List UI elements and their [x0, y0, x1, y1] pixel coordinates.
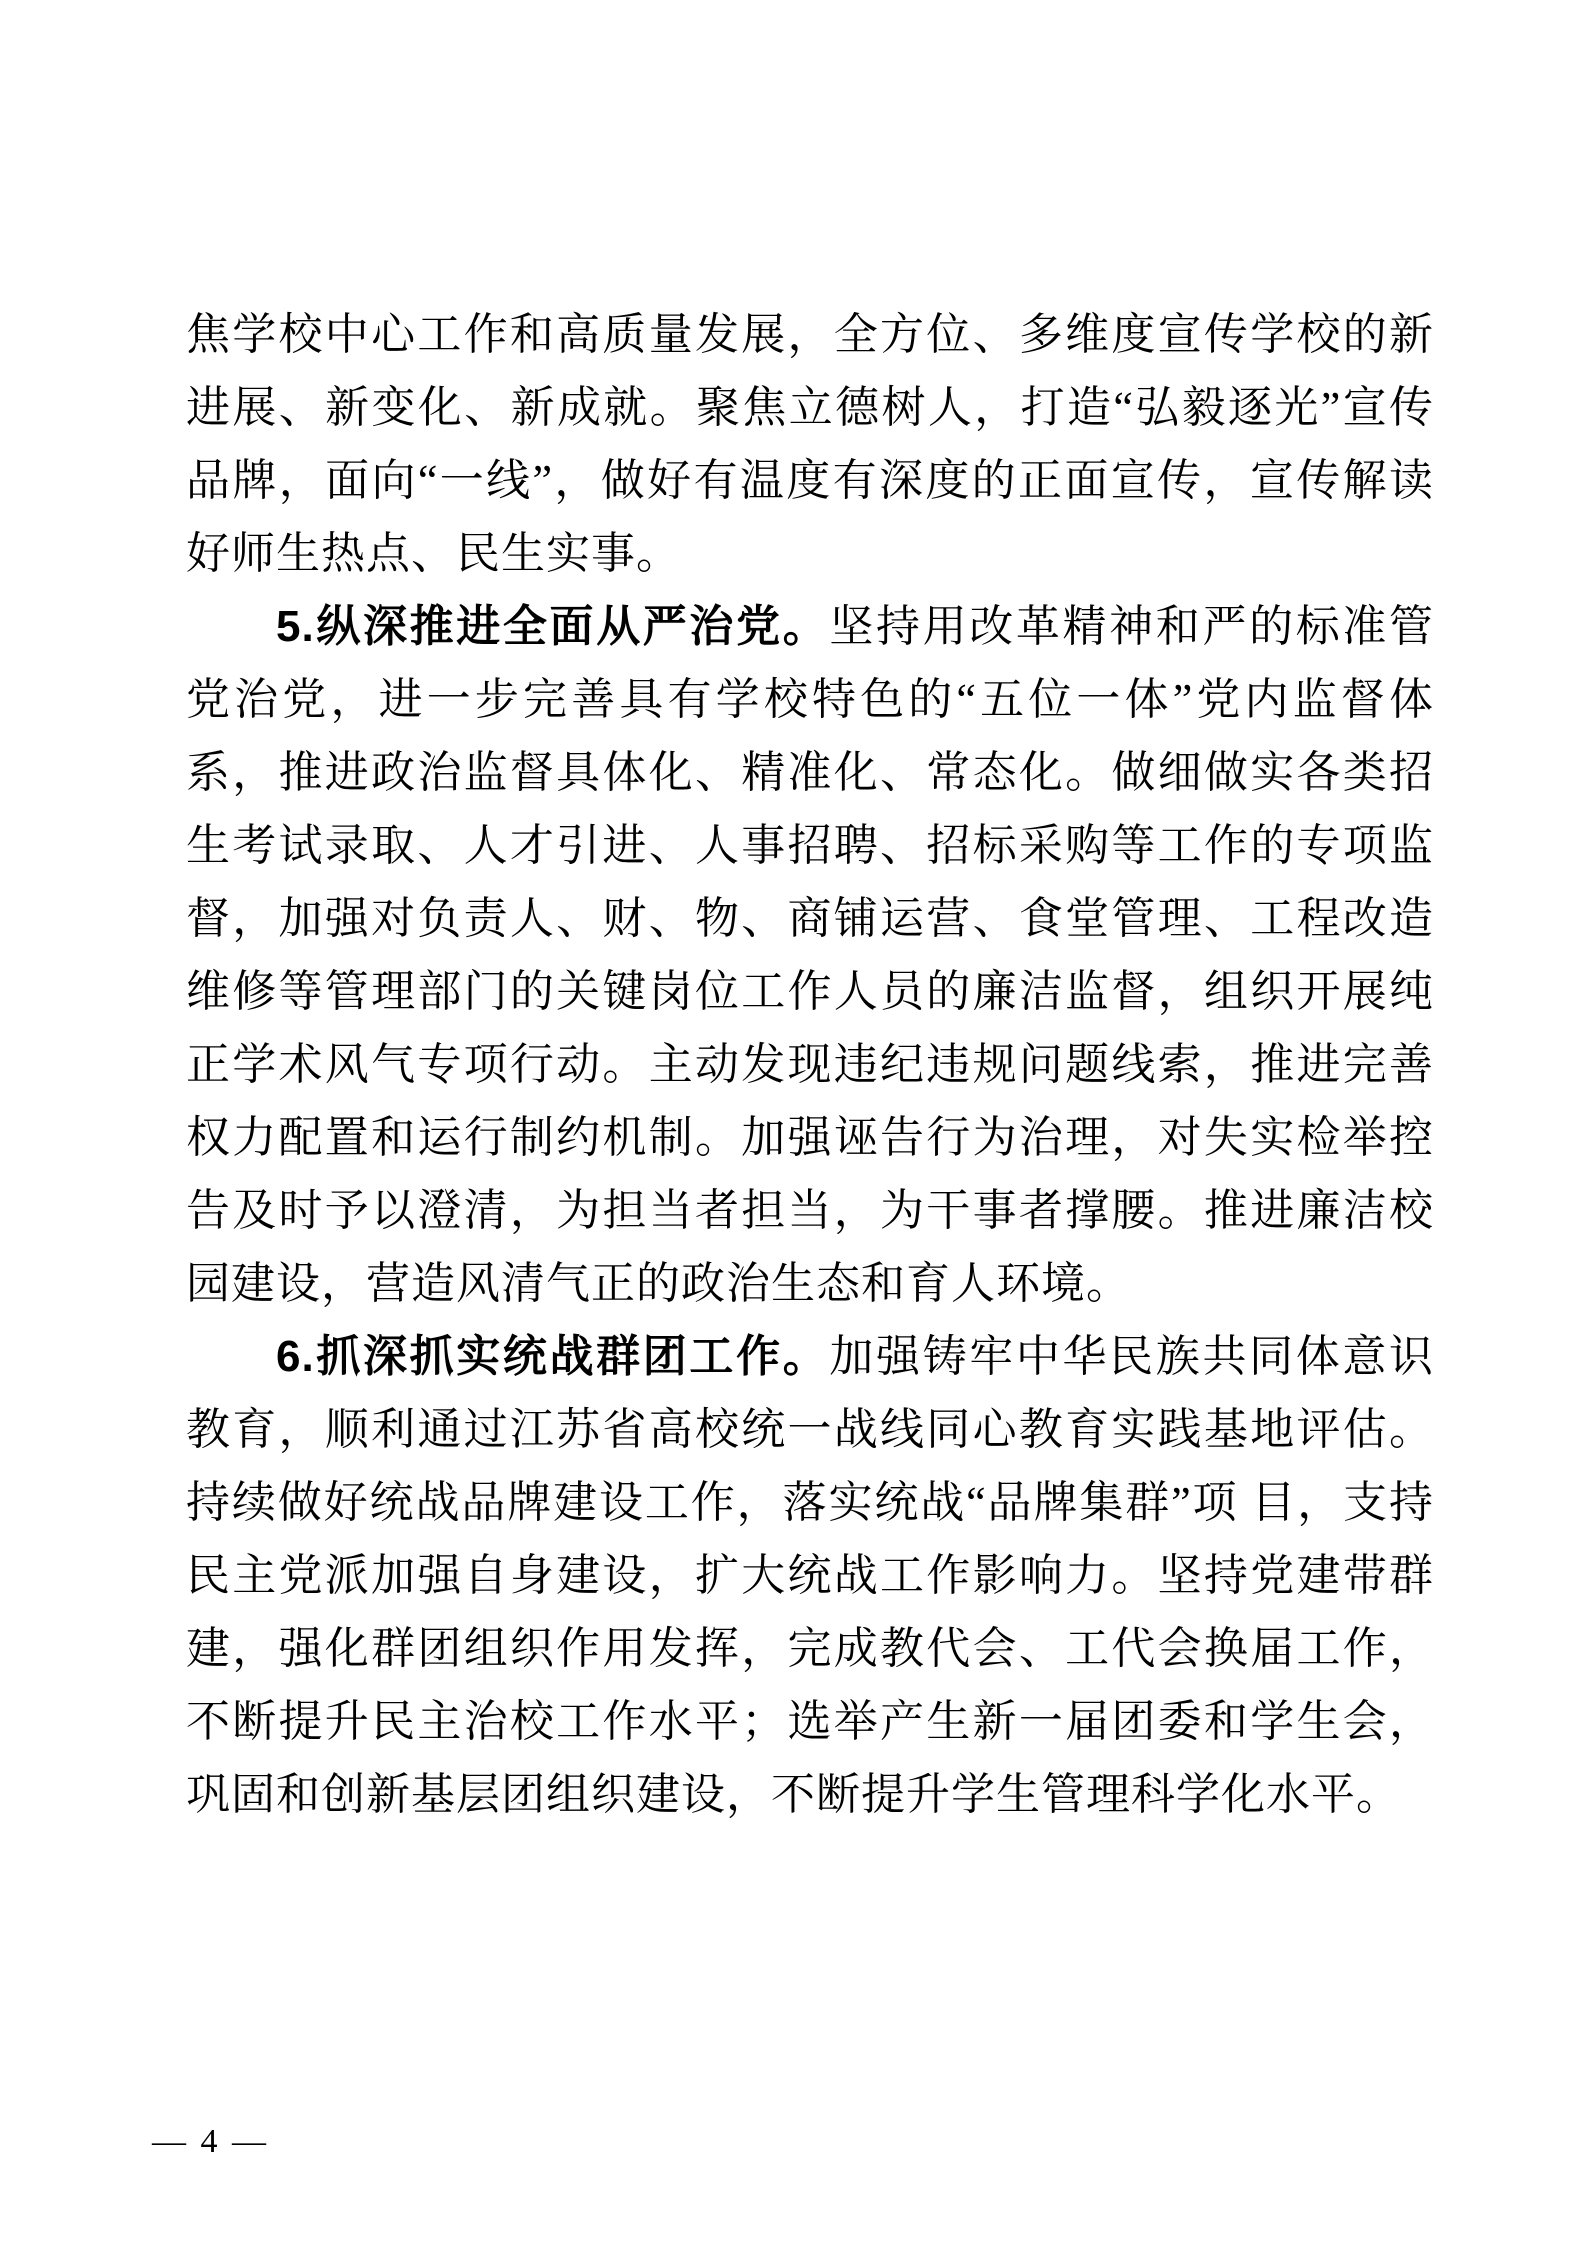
page-number: — 4 — — [152, 2123, 269, 2160]
paragraph-heading: 6.抓深抓实统战群团工作。 — [276, 1332, 830, 1381]
paragraph-item-5 — [186, 590, 1434, 1320]
paragraph-body-text: 坚持用改革精神和严的标准管党治党，进一步完善具有学校特色的“五位一体”党内监督体系，推进政治监督具体化、精准化、常态化。做细做实各类招生考试录取、人才引进、人事招聘、招标采购等工作的专项监督，加强对负责人、财、物、商铺运营、食堂管理、工程改造维修等管理部门的关键岗位工作人员的廉洁监督，组织开展纯正学术风气专项行动。主动发现违纪违规问题线索，推进完善权力配置和运行制约机制。加强诬告行为治理，对失实检举控告及时予以澄清，为担当者担当，为干事者撑腰。推进廉洁校园建设，营造风清气正的政治生态和育人环境。 — [186, 602, 1434, 1308]
paragraph-body-text: 加强铸牢中华民族共同体意识教育，顺利通过江苏省高校统一战线同心教育实践基地评估。持续做好统战品牌建设工作，落实统战“品牌集群”项 目，支持民主党派加强自身建设，扩大统战工作影响力。坚持党建带群建，强化群团组织作用发挥，完成教代会、工代会换届工作，不断提升民主治校工作水平；选举产生新一届团委和学生会，巩固和创新基层团组织建设，不断提升学生管理科学化水平。 — [186, 1332, 1434, 1819]
page-body-text — [186, 298, 1434, 1831]
paragraph-body-text: 焦学校中心工作和高质量发展，全方位、多维度宣传学校的新进展、新变化、新成就。聚焦立德树人，打造“弘毅逐光”宣传品牌，面向“一线”，做好有温度有深度的正面宣传，宣传解读好师生热点、民生实事。 — [186, 310, 1434, 578]
paragraph-continuation — [186, 298, 1434, 590]
paragraph-heading: 5.纵深推进全面从严治党。 — [276, 602, 830, 651]
paragraph-item-6 — [186, 1320, 1434, 1831]
